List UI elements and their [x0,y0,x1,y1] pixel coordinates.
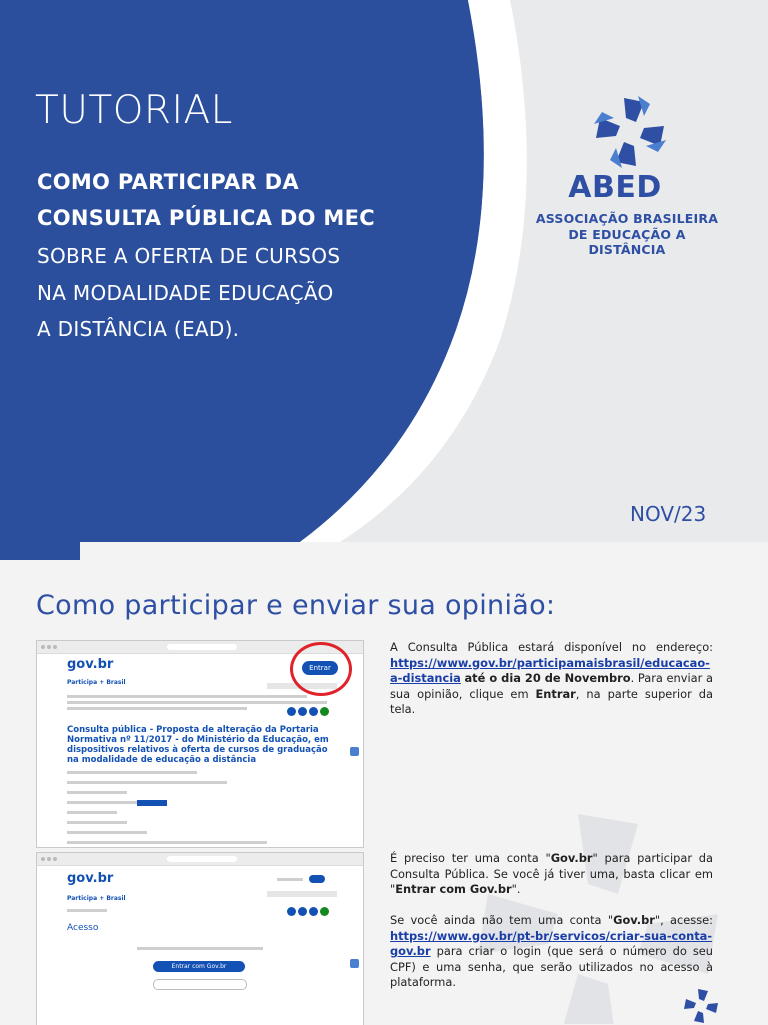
side-badge-icon [350,747,359,756]
abed-name-line-2: DE EDUCAÇÃO A DISTÂNCIA [568,227,686,257]
title-line-3: SOBRE A OFERTA DE CURSOS [37,244,341,268]
abed-small-logo-icon [676,984,726,1024]
title-line-2: CONSULTA PÚBLICA DO MEC [37,206,375,230]
consulta-heading[interactable]: Consulta pública - Proposta de alteração da Portaria Normativa nº 11/2017 - do Ministério da Educação, em dispositivos relativos à oferta de cursos de graduação na modalidade de educação a distância [67,725,329,765]
participa-label: Participa + Brasil [67,679,126,686]
govbr-logo: gov.br [67,657,114,672]
title-line-5: A DISTÂNCIA (EAD). [37,317,240,341]
screenshot-consulta-page [36,640,364,848]
participa-label-2: Participa + Brasil [67,895,126,902]
step1-text: A Consulta Pública estará disponível no endereço: https://www.gov.br/participamaisbrasil/educacao-a-distancia até o dia 20 de Novembro. Para enviar a sua opinião, clique em Entrar, na parte superior da tela. [390,640,713,717]
govbr-logo-2: gov.br [67,871,114,886]
title-line-1: COMO PARTICIPAR DA [37,170,299,194]
abed-name-line-1: ASSOCIAÇÃO BRASILEIRA [535,211,719,226]
tutorial-label: TUTORIAL [35,88,233,133]
section-title: Como participar e enviar sua opinião: [36,590,556,621]
entrar-button[interactable]: Entrar [302,661,338,675]
create-account-link[interactable]: https://www.gov.br/pt-br/servicos/criar-sua-conta-gov.br [390,928,713,959]
publication-date: NOV/23 [630,502,707,526]
entrar-highlight-circle [290,642,352,696]
consulta-link[interactable]: https://www.gov.br/participamaisbrasil/educacao-a-distancia [390,655,710,686]
step2-text: É preciso ter uma conta "Gov.br" para participar da Consulta Pública. Se você já tiver uma, basta clicar em "Entrar com Gov.br". [390,851,713,897]
abed-acronym: ABED [568,170,662,205]
step3-text: Se você ainda não tem uma conta "Gov.br", acesse: https://www.gov.br/pt-br/servicos/criar-sua-conta-gov.br para criar o login (que será o número do seu CPF) e uma senha, que serão utilizados no acesso à plataforma. [390,913,714,990]
title-line-4: NA MODALIDADE EDUCAÇÃO [37,281,334,305]
section-divider [0,542,80,560]
acesso-title: Acesso [67,923,99,933]
browser-toolbar-2 [37,853,363,866]
entrar-com-govbr-button[interactable]: Entrar com Gov.br [153,961,245,972]
side-badge-icon-2 [350,959,359,968]
screenshot-login-page [36,852,364,1025]
